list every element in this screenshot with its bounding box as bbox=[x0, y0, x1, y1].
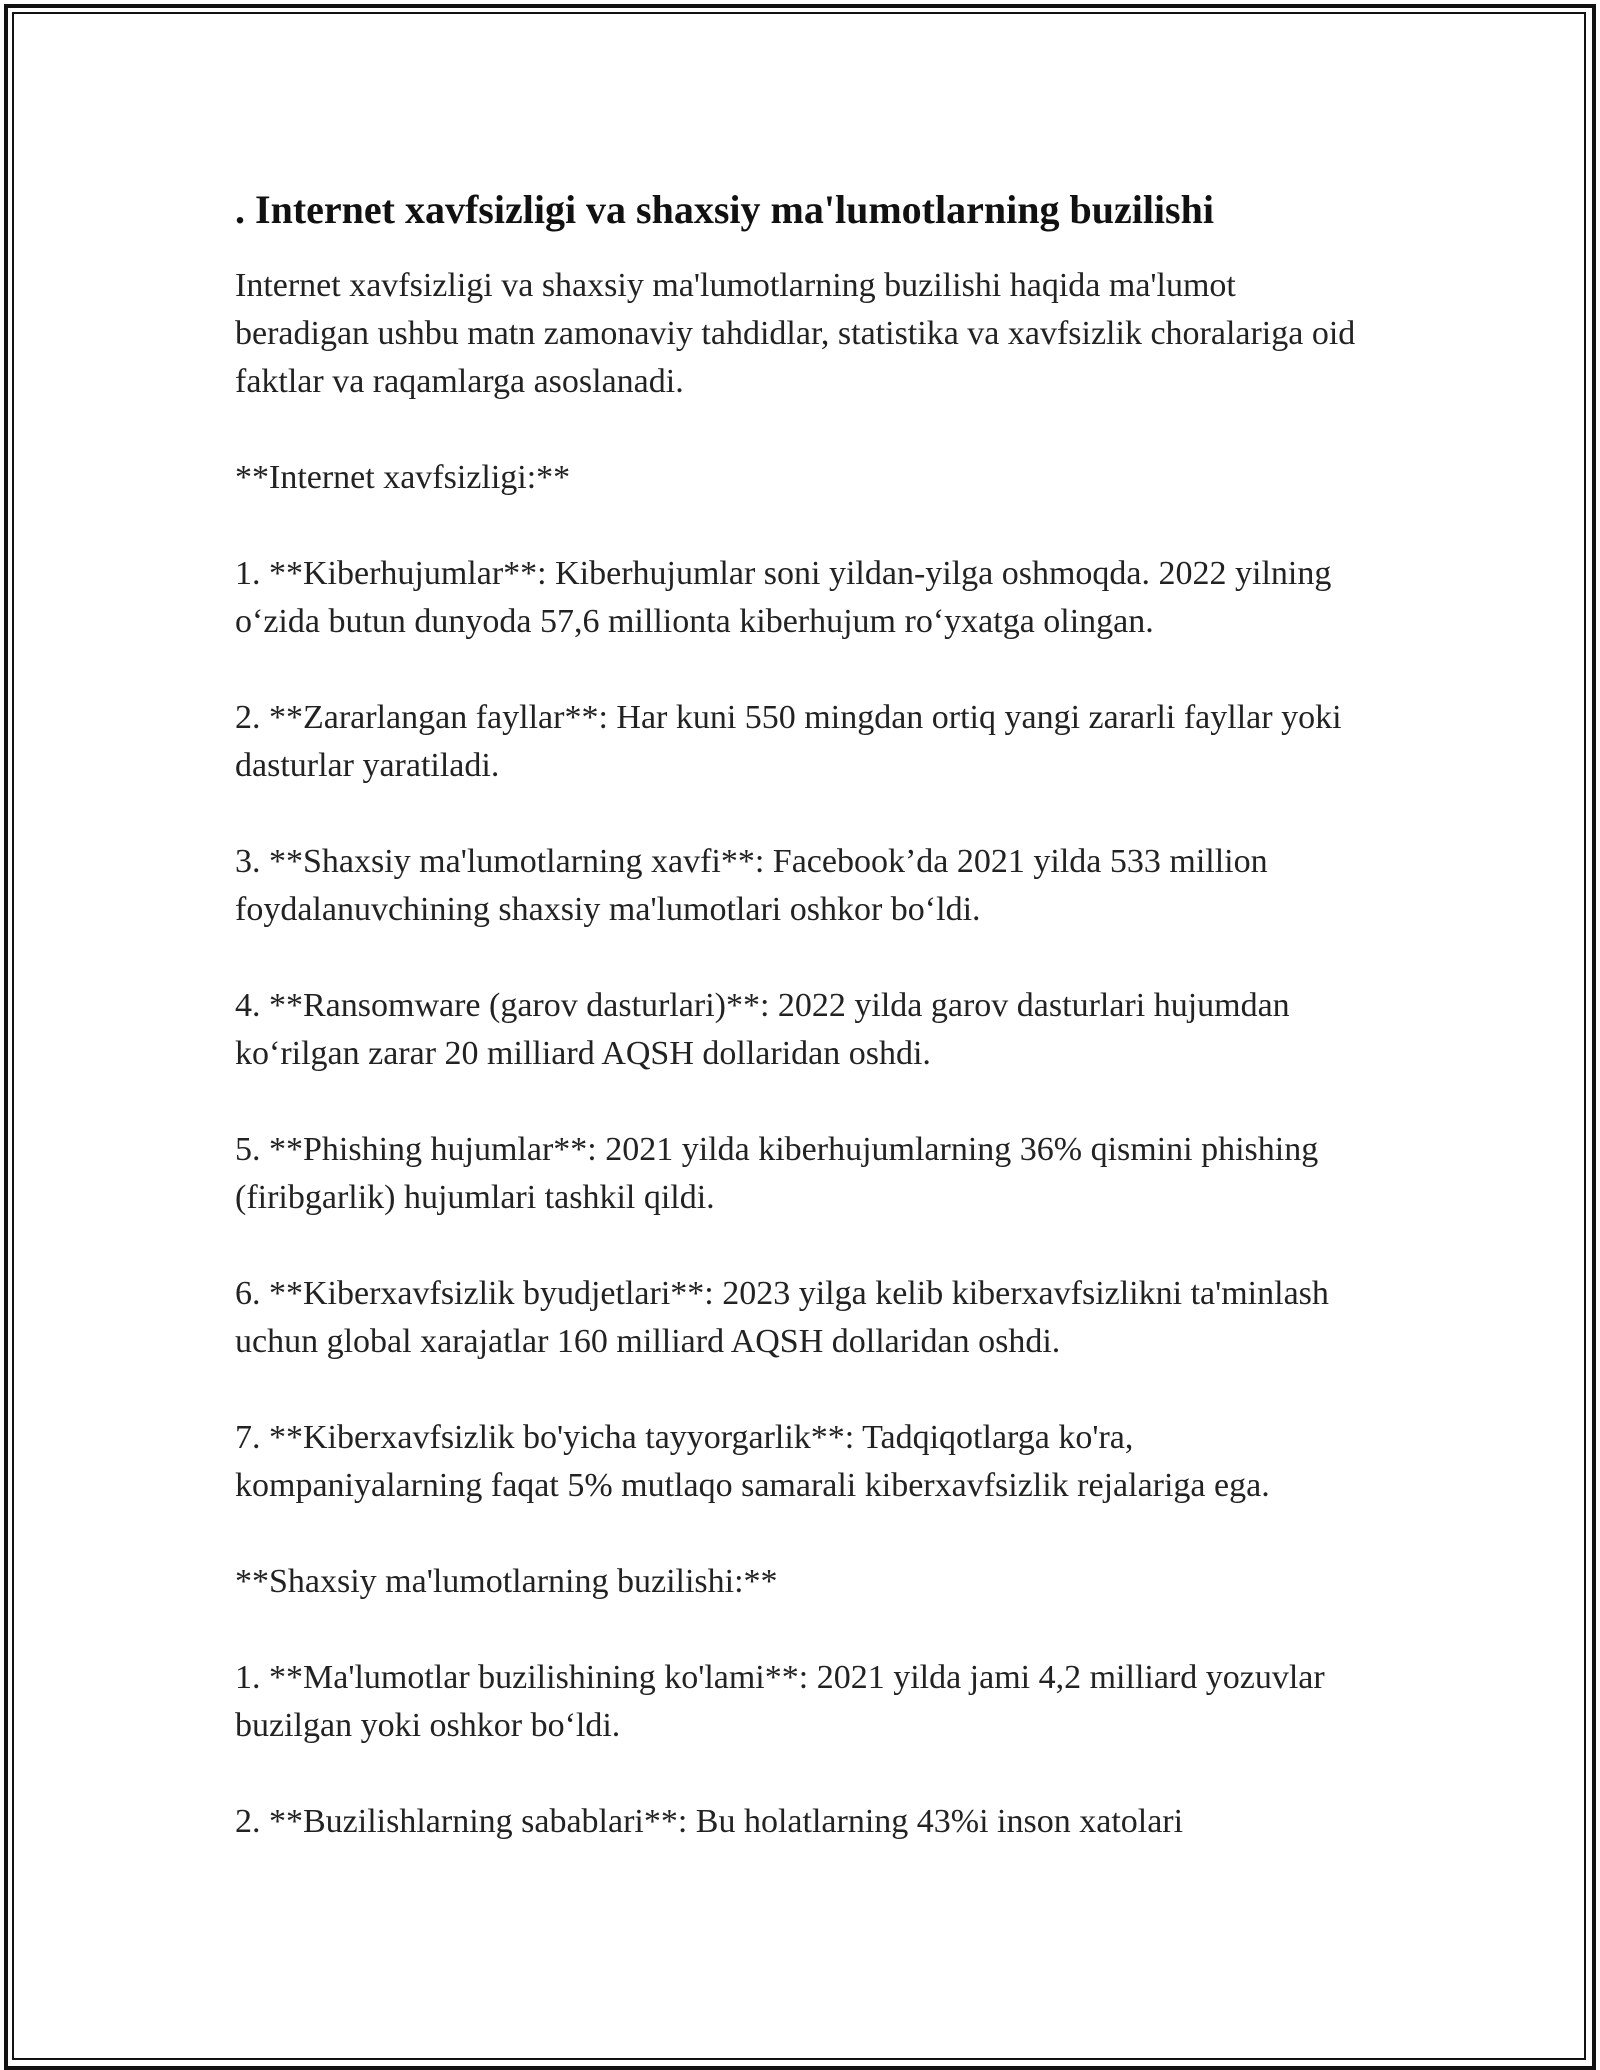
list-item-infected-files: 2. **Zararlangan fayllar**: Har kuni 550 mingdan ortiq yangi zararli fayllar yoki dasturlar yaratiladi. bbox=[235, 699, 1342, 784]
list-item-cyberattacks: 1. **Kiberhujumlar**: Kiberhujumlar soni yildan-yilga oshmoqda. 2022 yilning oʻzida butun dunyoda 57,6 millionta kiberhujum roʻyxatga olingan. bbox=[235, 555, 1332, 640]
list-item-security-budgets: 6. **Kiberxavfsizlik byudjetlari**: 2023 yilga kelib kiberxavfsizlikni ta'minlash uchun global xarajatlar 160 milliard AQSH dollaridan oshdi. bbox=[235, 1275, 1329, 1360]
document-title: . Internet xavfsizligi va shaxsiy ma'lumotlarning buzilishi bbox=[235, 187, 1214, 232]
section-heading-internet-security: **Internet xavfsizligi:** bbox=[235, 459, 571, 496]
list-item-breach-scale: 1. **Ma'lumotlar buzilishining ko'lami**: 2021 yilda jami 4,2 milliard yozuvlar buzilgan yoki oshkor boʻldi. bbox=[235, 1659, 1325, 1744]
list-item-breach-causes: 2. **Buzilishlarning sabablari**: Bu holatlarning 43%i inson xatolari bbox=[235, 1803, 1184, 1840]
list-item-security-readiness: 7. **Kiberxavfsizlik bo'yicha tayyorgarlik**: Tadqiqotlarga ko'ra, kompaniyalarning faqat 5% mutlaqo samarali kiberxavfsizlik rejalariga ega. bbox=[235, 1419, 1270, 1504]
section-heading-data-breaches: **Shaxsiy ma'lumotlarning buzilishi:** bbox=[235, 1563, 778, 1600]
list-item-personal-data-risk: 3. **Shaxsiy ma'lumotlarning xavfi**: Facebook’da 2021 yilda 533 million foydalanuvchining shaxsiy ma'lumotlari oshkor boʻldi. bbox=[235, 843, 1268, 928]
intro-paragraph: Internet xavfsizligi va shaxsiy ma'lumotlarning buzilishi haqida ma'lumot beradigan ushbu matn zamonaviy tahdidlar, statistika va xavfsizlik choralariga oid faktlar va raqamlarga asoslanadi. bbox=[235, 267, 1356, 400]
document-body bbox=[235, 186, 1375, 1894]
list-item-ransomware: 4. **Ransomware (garov dasturlari)**: 2022 yilda garov dasturlari hujumdan koʻrilgan zarar 20 milliard AQSH dollaridan oshdi. bbox=[235, 987, 1290, 1072]
list-item-phishing: 5. **Phishing hujumlar**: 2021 yilda kiberhujumlarning 36% qismini phishing (firibgarlik) hujumlari tashkil qildi. bbox=[235, 1131, 1319, 1216]
